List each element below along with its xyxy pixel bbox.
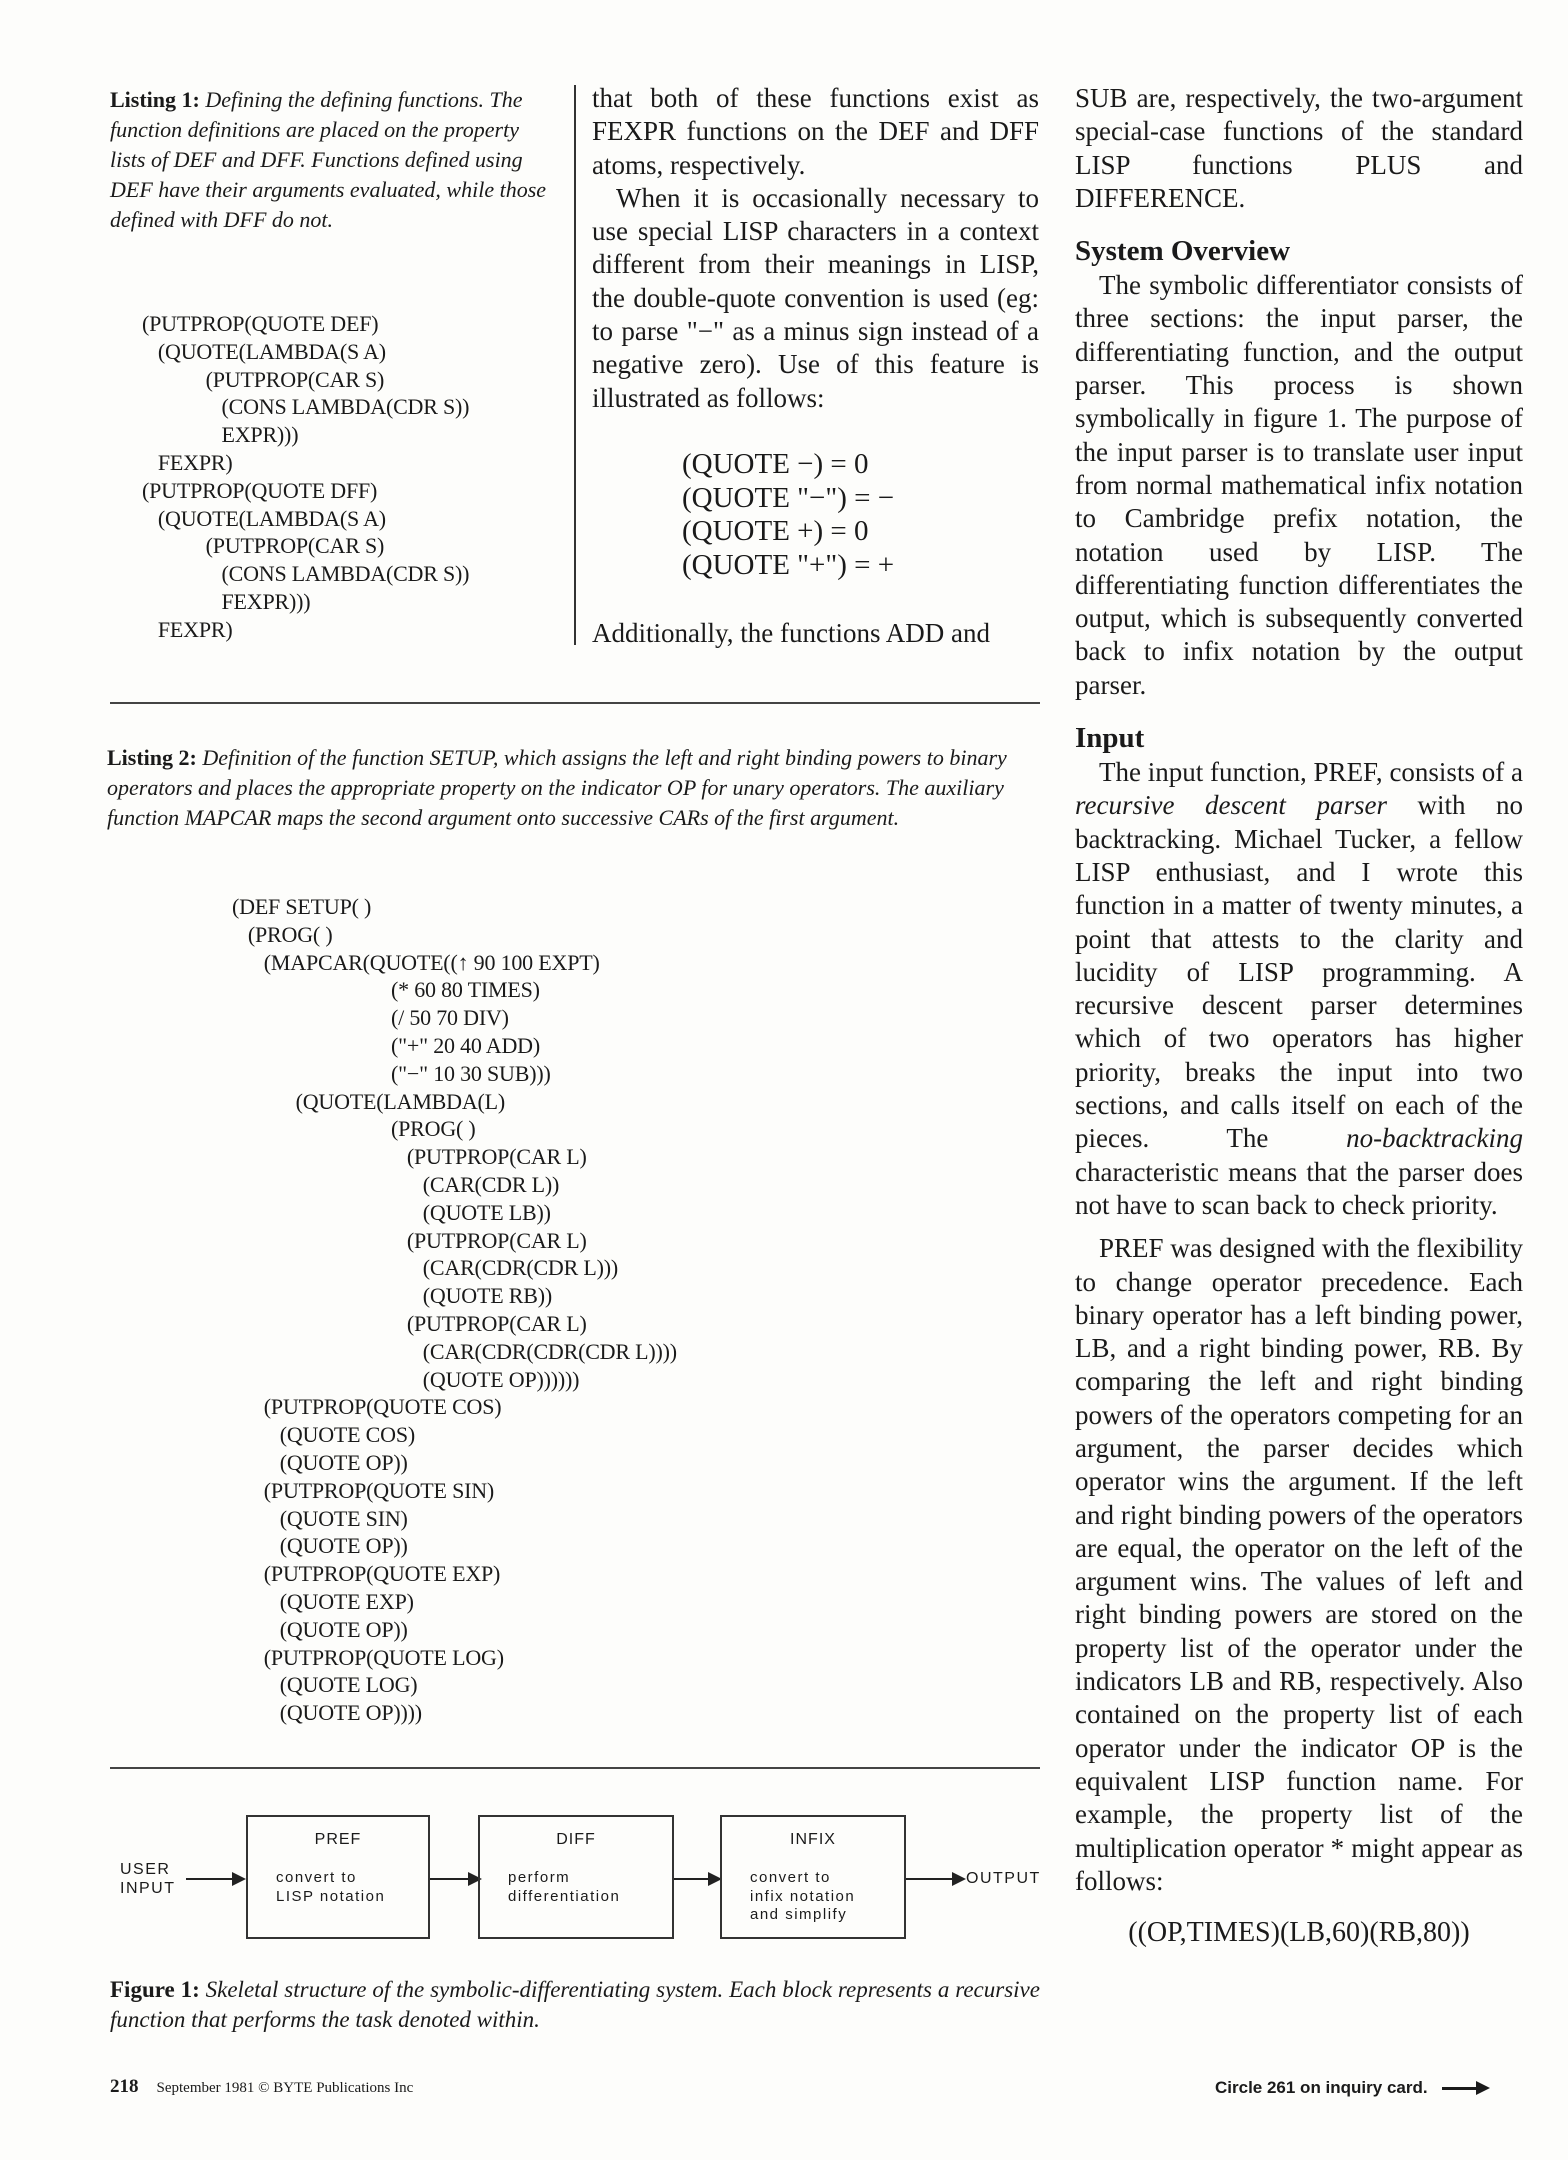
- equation: (QUOTE "+") = +: [682, 548, 895, 581]
- equation: (QUOTE "−") = −: [682, 481, 895, 514]
- arrow-pref-to-diff: [430, 1878, 480, 1880]
- figure1-label: Figure 1:: [110, 1977, 200, 2002]
- listing2-caption: [107, 743, 1037, 833]
- figure1-diagram: [110, 1800, 1040, 1970]
- column-3-text: [1075, 82, 1523, 1949]
- footer-left: [110, 2076, 413, 2098]
- heading-input: Input: [1075, 722, 1145, 755]
- col2-paragraph-1: that both of these functions exist as FEXPR functions on the DEF and DFF atoms, respectively.: [592, 83, 1039, 180]
- listing2-caption-text: Definition of the function SETUP, which assigns the left and right binding powers to binary operators and places the appropriate property on the indicator OP for unary operators. The auxiliary function MAPCAR maps the second argument onto successive CARs of the first argument.: [107, 745, 1007, 830]
- listing1-caption-text: Defining the defining functions. The function definitions are placed on the property lists of DEF and DFF. Functions defined using DEF have their arguments evaluated, while those defined with DFF do not.: [110, 87, 547, 232]
- pref-block-title: PREF: [314, 1831, 362, 1848]
- diff-block-title: DIFF: [556, 1831, 596, 1848]
- circle-inquiry-text: Circle 261 on inquiry card.: [1215, 2078, 1428, 2097]
- arrow-input-to-pref: [186, 1878, 244, 1880]
- column-divider: [574, 85, 576, 645]
- infix-block-title: INFIX: [790, 1831, 836, 1848]
- footer-right: [1215, 2078, 1486, 2098]
- emphasis: no-backtracking: [1346, 1123, 1523, 1154]
- col2-paragraph-2: When it is occasionally necessary to use special LISP characters in a context different from their meanings in LISP, the double-quote convention is used (eg: to parse "−" as a minus sign instead of a negative zero). Use of this feature is illustrated as follows:: [592, 182, 1039, 413]
- infix-block: [720, 1815, 906, 1939]
- listing2-code: (DEF SETUP( ) (PROG( ) (MAPCAR(QUOTE((↑ 90 100 EXPT) (* 60 80 TIMES) (/ 50 70 DIV) ("+" 20 40 ADD) ("−" 10 30 SUB))) (QUOTE(LAMBDA(L) (PROG( ) (PUTPROP(CAR L) (CAR(CDR L)) (QUOTE LB)) (PUTPROP(CAR L) (CAR(CDR(CDR L))) (QUOTE RB)) (PUTPROP(CAR L) (CAR(CDR(CDR(CDR L)))) (QUOTE OP)))))) (PUTPROP(QUOTE COS) (QUOTE COS) (QUOTE OP)) (PUTPROP(QUOTE SIN) (QUOTE SIN) (QUOTE OP)) (PUTPROP(QUOTE EXP) (QUOTE EXP) (QUOTE OP)) (PUTPROP(QUOTE LOG) (QUOTE LOG) (QUOTE OP)))): [232, 894, 677, 1726]
- diff-block: [478, 1815, 674, 1939]
- listing1-code: (PUTPROP(QUOTE DEF) (QUOTE(LAMBDA(S A) (PUTPROP(CAR S) (CONS LAMBDA(CDR S)) EXPR))) FEXPR) (PUTPROP(QUOTE DFF) (QUOTE(LAMBDA(S A) (PUTPROP(CAR S) (CONS LAMBDA(CDR S)) FEXPR))) FEXPR): [142, 311, 470, 642]
- text-run: The input function, PREF, consists of a: [1099, 757, 1523, 788]
- col3-paragraph-overview: The symbolic differentiator consists of three sections: the input parser, the differentiating function, and the output parser. This process is shown symbolically in figure 1. The purpose of the input parser is to translate user input from normal mathematical infix notation to Cambridge prefix notation, the notation used by LISP. The differentiating function differentiates the output, which is subsequently converted back to infix notation by the output parser.: [1075, 270, 1523, 700]
- emphasis: recursive descent parser: [1075, 790, 1387, 821]
- pref-block-desc: convert to LISP notation: [276, 1869, 386, 1905]
- listing1-caption: [110, 85, 556, 235]
- heading-system-overview: System Overview: [1075, 235, 1291, 268]
- arrow-diff-to-infix: [674, 1878, 720, 1880]
- property-list-example: ((OP,TIMES)(LB,60)(RB,80)): [1128, 1917, 1470, 1949]
- footer-credit: September 1981 © BYTE Publications Inc: [156, 2080, 414, 2096]
- infix-block-desc: convert to infix notation and simplify: [750, 1869, 856, 1923]
- listing1-label: Listing 1:: [110, 87, 200, 112]
- equation: (QUOTE +) = 0: [682, 515, 869, 547]
- col2-paragraph-3: Additionally, the functions ADD and: [592, 618, 990, 648]
- divider-rule-2: [110, 1767, 1040, 1769]
- col3-paragraph-1: SUB are, respectively, the two-argument special-case functions of the standard LISP functions PLUS and DIFFERENCE.: [1075, 83, 1523, 213]
- listing2-label: Listing 2:: [107, 745, 197, 770]
- quote-equations: [682, 448, 894, 582]
- text-run: with no backtracking. Michael Tucker, a fellow LISP enthusiast, and I wrote this function in a matter of twenty minutes, a point that attests to the clarity and lucidity of LISP programming. A recursive descent parser determines which of two operators has higher priority, breaks the input into two sections, and calls itself on each of the pieces. The: [1075, 790, 1523, 1154]
- arrow-right-icon: [1442, 2087, 1486, 2090]
- column-2-text: [592, 82, 1039, 415]
- pref-block: [246, 1815, 430, 1939]
- col3-paragraph-pref: PREF was designed with the flexibility to change operator precedence. Each binary operator has a left binding power, LB, and a right binding power, RB. By comparing the left and right binding powers of the operators competing for an argument, the parser decides which operator wins the argument. If the left and right binding powers of the operators are equal, the operator on the left of the argument wins. The values of left and right binding powers are stored on the property list of the operator under the indicators LB and RB, respectively. Also contained on the property list of each operator under the indicator OP is the equivalent LISP function name. For example, the property list of the multiplication operator * might appear as follows:: [1075, 1233, 1523, 1896]
- page-number: 218: [110, 2076, 139, 2097]
- divider-rule-1: [110, 702, 1040, 704]
- user-input-label: USER INPUT: [120, 1861, 176, 1897]
- col3-paragraph-input: [1075, 756, 1523, 1222]
- output-label: OUTPUT: [966, 1870, 1041, 1887]
- arrow-infix-to-output: [906, 1878, 964, 1880]
- diff-block-desc: perform differentiation: [508, 1869, 621, 1905]
- figure1-caption-text: Skeletal structure of the symbolic-differentiating system. Each block represents a recursive function that performs the task denoted within.: [110, 1977, 1040, 2032]
- equation: (QUOTE −) = 0: [682, 448, 869, 480]
- figure1-caption: [110, 1975, 1040, 2035]
- text-run: characteristic means that the parser does not have to scan back to check priority.: [1075, 1156, 1523, 1220]
